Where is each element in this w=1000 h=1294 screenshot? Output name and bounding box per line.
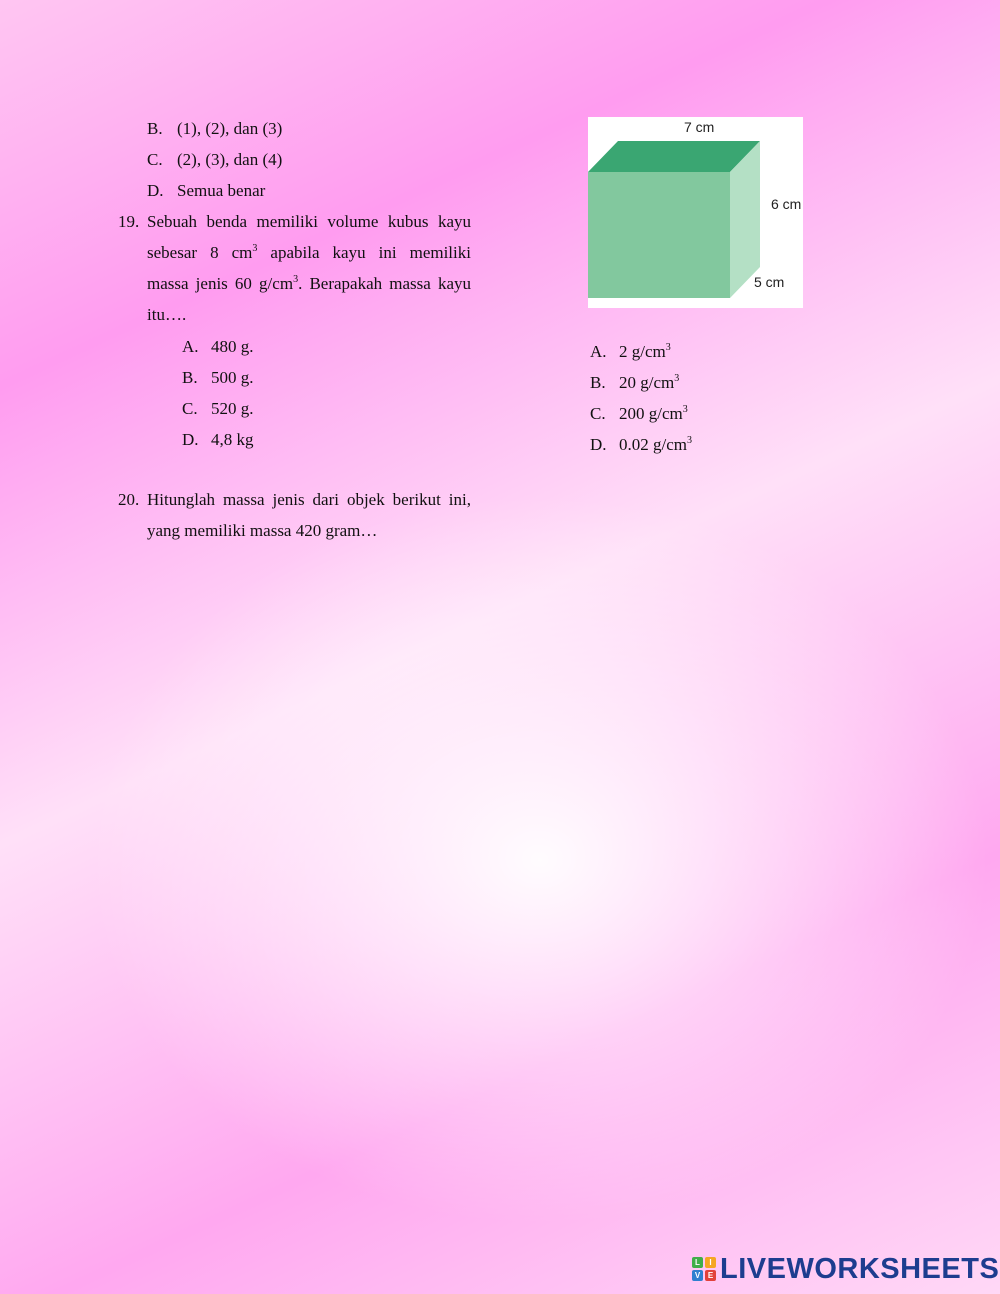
answer-option-c[interactable]: C. 520 g. — [182, 399, 254, 418]
liveworksheets-logo — [692, 1254, 999, 1284]
question-line: massa jenis 60 $g/cm^3$. Berapakah massa kayu — [147, 274, 471, 293]
logo-text: LIVEWORKSHEETS — [720, 1252, 1000, 1285]
answer-option-b[interactable]: B. 500 g. — [182, 368, 254, 387]
question-number: 19. — [118, 212, 140, 231]
question-number: 20. — [118, 490, 140, 509]
answer-option-b[interactable]: B. 20 $g/cm^3$ — [590, 373, 680, 392]
question-line: itu…. — [147, 305, 187, 324]
answer-option-a[interactable]: A. 480 g. — [182, 337, 254, 356]
prev-option-d: D. Semua benar — [147, 181, 266, 200]
question-text — [147, 206, 471, 330]
answer-option-d[interactable]: D. 0.02 $g/cm^3$ — [590, 435, 692, 454]
cuboid-top-face — [588, 141, 760, 172]
dimension-label-top: 7 cm — [684, 119, 715, 135]
answer-option-c[interactable]: C. 200 $g/cm^3$ — [590, 404, 688, 423]
question-line: sebesar 8 $cm^3$ apabila kayu ini memiliki — [147, 243, 471, 262]
question-line: yang memiliki massa 420 gram… — [147, 521, 378, 540]
dimension-label-height: 6 cm — [771, 196, 802, 212]
answer-option-a[interactable]: A. 2 $g/cm^3$ — [590, 342, 671, 361]
logo-mark-icon: L I V E — [692, 1257, 716, 1281]
cuboid-figure — [588, 117, 803, 308]
question-line: Hitunglah massa jenis dari objek berikut ini, — [147, 490, 471, 509]
prev-option-b: B. (1), (2), dan (3) — [147, 119, 283, 138]
question-line: Sebuah benda memiliki volume kubus kayu — [147, 212, 471, 231]
question-text — [147, 484, 471, 546]
dimension-label-depth: 5 cm — [754, 274, 785, 290]
answer-option-d[interactable]: D. 4,8 kg — [182, 430, 254, 449]
prev-option-c: C. (2), (3), dan (4) — [147, 150, 283, 169]
cuboid-front-face — [588, 172, 730, 298]
